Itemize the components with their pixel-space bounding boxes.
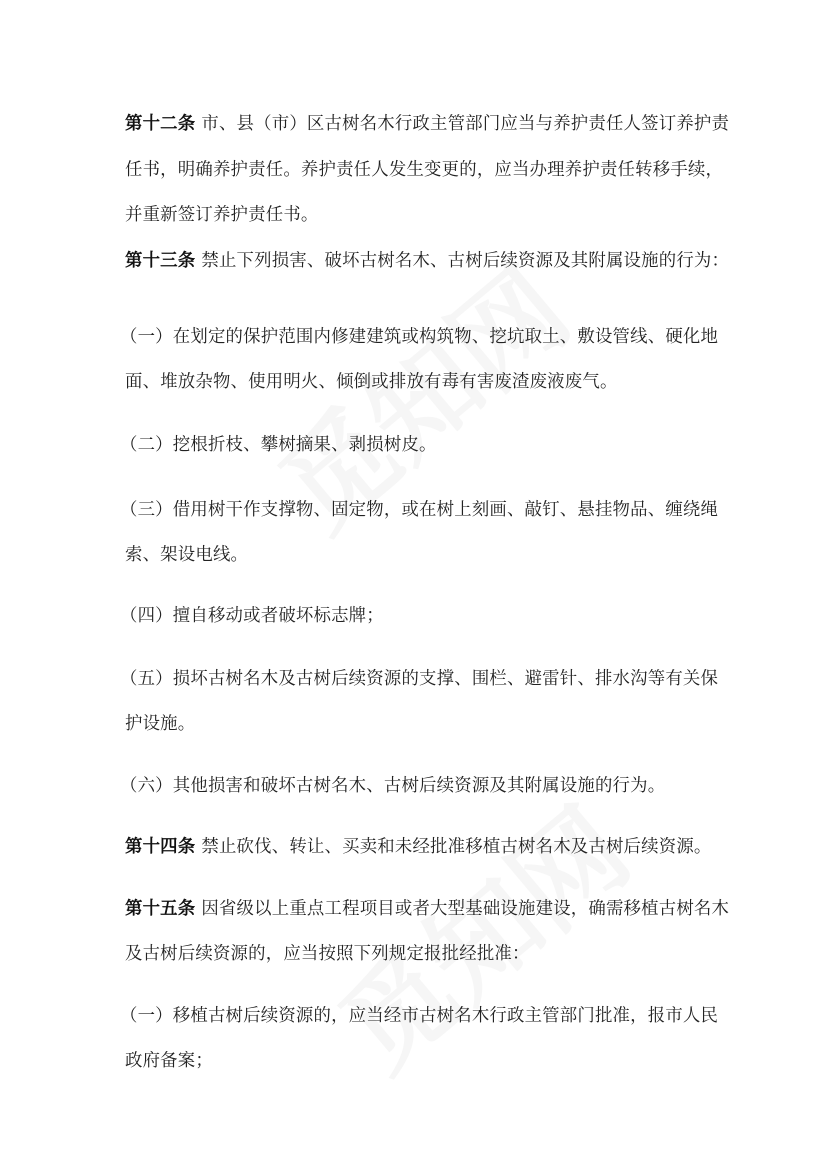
paragraph-line bbox=[125, 203, 319, 227]
watermark bbox=[320, 788, 650, 1092]
paragraph-text: 索、架设电线。 bbox=[125, 545, 249, 565]
paragraph-text: （六）其他损害和破坏古树名木、古树后续资源及其附属设施的行为。 bbox=[120, 776, 666, 796]
paragraph-line bbox=[125, 897, 729, 921]
paragraph-text: （三）借用树干作支撑物、固定物，或在树上刻画、敲钉、悬挂物品、缠绕绳 bbox=[120, 500, 719, 520]
paragraph-line bbox=[120, 325, 718, 349]
paragraph-line bbox=[125, 158, 723, 182]
paragraph-line bbox=[120, 1004, 718, 1028]
paragraph-line bbox=[120, 498, 718, 522]
paragraph-text: 禁止砍伐、转让、买卖和未经批准移植古树名木及古树后续资源。 bbox=[201, 837, 712, 857]
paragraph-line bbox=[125, 370, 618, 394]
paragraph-text: （四）擅自移动或者破坏标志牌； bbox=[120, 606, 384, 626]
article-number: 第十五条 bbox=[125, 899, 196, 919]
paragraph-line bbox=[125, 1049, 213, 1073]
paragraph-text: （二）挖根折枝、攀树摘果、剥损树皮。 bbox=[120, 435, 437, 455]
paragraph-line bbox=[125, 942, 530, 966]
paragraph-line bbox=[120, 667, 718, 691]
paragraph-text: （五）损坏古树名木及古树后续资源的支撑、围栏、避雷针、排水沟等有关保 bbox=[120, 669, 719, 689]
paragraph-text: 护设施。 bbox=[125, 714, 196, 734]
article-number: 第十四条 bbox=[125, 837, 196, 857]
article-number: 第十二条 bbox=[125, 114, 196, 134]
article-number: 第十三条 bbox=[125, 251, 196, 271]
paragraph-text: 并重新签订养护责任书。 bbox=[125, 205, 319, 225]
paragraph-text: 市、县（市）区古树名木行政主管部门应当与养护责任人签订养护责 bbox=[201, 114, 730, 134]
paragraph-text: （一）移植古树后续资源的，应当经市古树名木行政主管部门批准，报市人民 bbox=[120, 1006, 719, 1026]
paragraph-text: 任书，明确养护责任。养护责任人发生变更的，应当办理养护责任转移手续， bbox=[125, 160, 724, 180]
paragraph-line bbox=[125, 543, 248, 567]
paragraph-text: （一）在划定的保护范围内修建建筑或构筑物、挖坑取土、敷设管线、硬化地 bbox=[120, 327, 719, 347]
paragraph-text: 政府备案； bbox=[125, 1051, 213, 1071]
paragraph-line bbox=[120, 433, 437, 457]
paragraph-line bbox=[125, 712, 195, 736]
paragraph-text: 及古树后续资源的，应当按照下列规定报批经批准： bbox=[125, 944, 530, 964]
paragraph-text: 面、堆放杂物、使用明火、倾倒或排放有毒有害废渣废液废气。 bbox=[125, 372, 618, 392]
paragraph-text: 因省级以上重点工程项目或者大型基础设施建设，确需移植古树名木 bbox=[201, 899, 730, 919]
paragraph-line bbox=[125, 249, 729, 273]
paragraph-line bbox=[120, 774, 665, 798]
paragraph-text: 禁止下列损害、破坏古树名木、古树后续资源及其附属设施的行为： bbox=[201, 251, 730, 271]
paragraph-line bbox=[120, 604, 384, 628]
paragraph-line bbox=[125, 112, 729, 136]
paragraph-line bbox=[125, 835, 712, 859]
